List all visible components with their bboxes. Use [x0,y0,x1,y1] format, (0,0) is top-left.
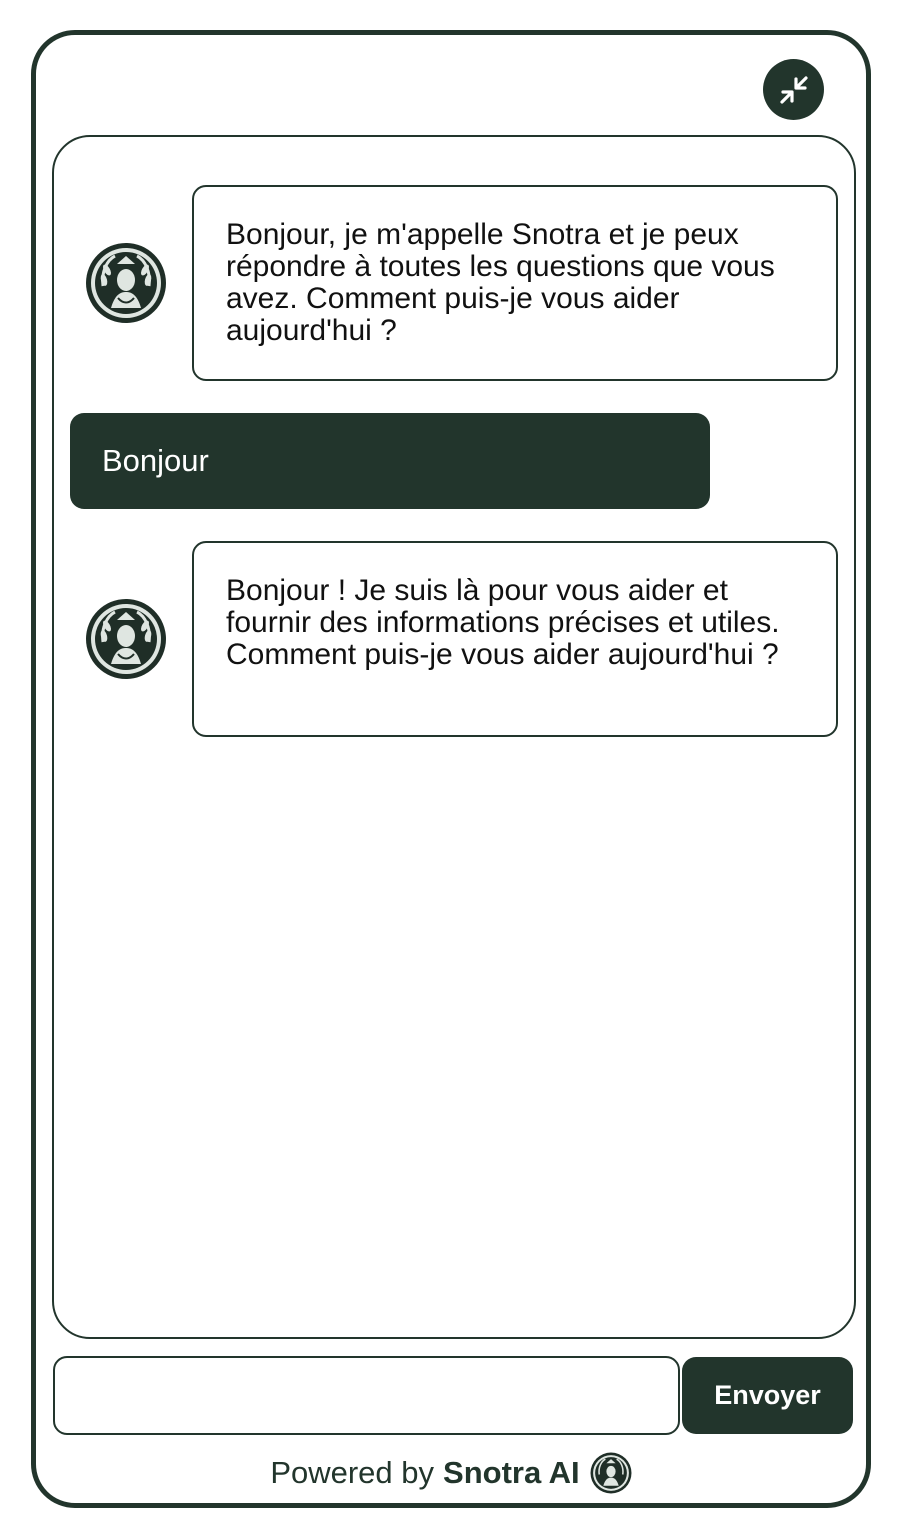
snotra-logo-icon [590,1452,632,1494]
message-input[interactable] [53,1356,680,1435]
snotra-logo-icon [85,242,167,324]
bot-avatar [85,242,167,324]
brand-name[interactable]: Snotra AI [443,1455,580,1490]
powered-by-footer [0,1450,902,1496]
bot-avatar [85,598,167,680]
assistant-message [192,541,838,737]
assistant-message-text: Bonjour, je m'appelle Snotra et je peux répondre à toutes les questions que vous avez. Comment puis-je vous aider aujourd'hui ? [226,218,775,347]
send-button[interactable]: Envoyer [682,1357,853,1434]
assistant-message-text: Bonjour ! Je suis là pour vous aider et fournir des informations précises et utiles. Comment puis-je vous aider aujourd'hui ? [226,574,780,671]
minimize-button[interactable] [763,59,824,120]
snotra-logo-icon [85,598,167,680]
user-message [70,413,710,509]
minimize-arrows-icon [776,72,812,108]
user-message-text: Bonjour [102,443,209,478]
powered-by-text: Powered by [270,1455,435,1490]
assistant-message [192,185,838,381]
